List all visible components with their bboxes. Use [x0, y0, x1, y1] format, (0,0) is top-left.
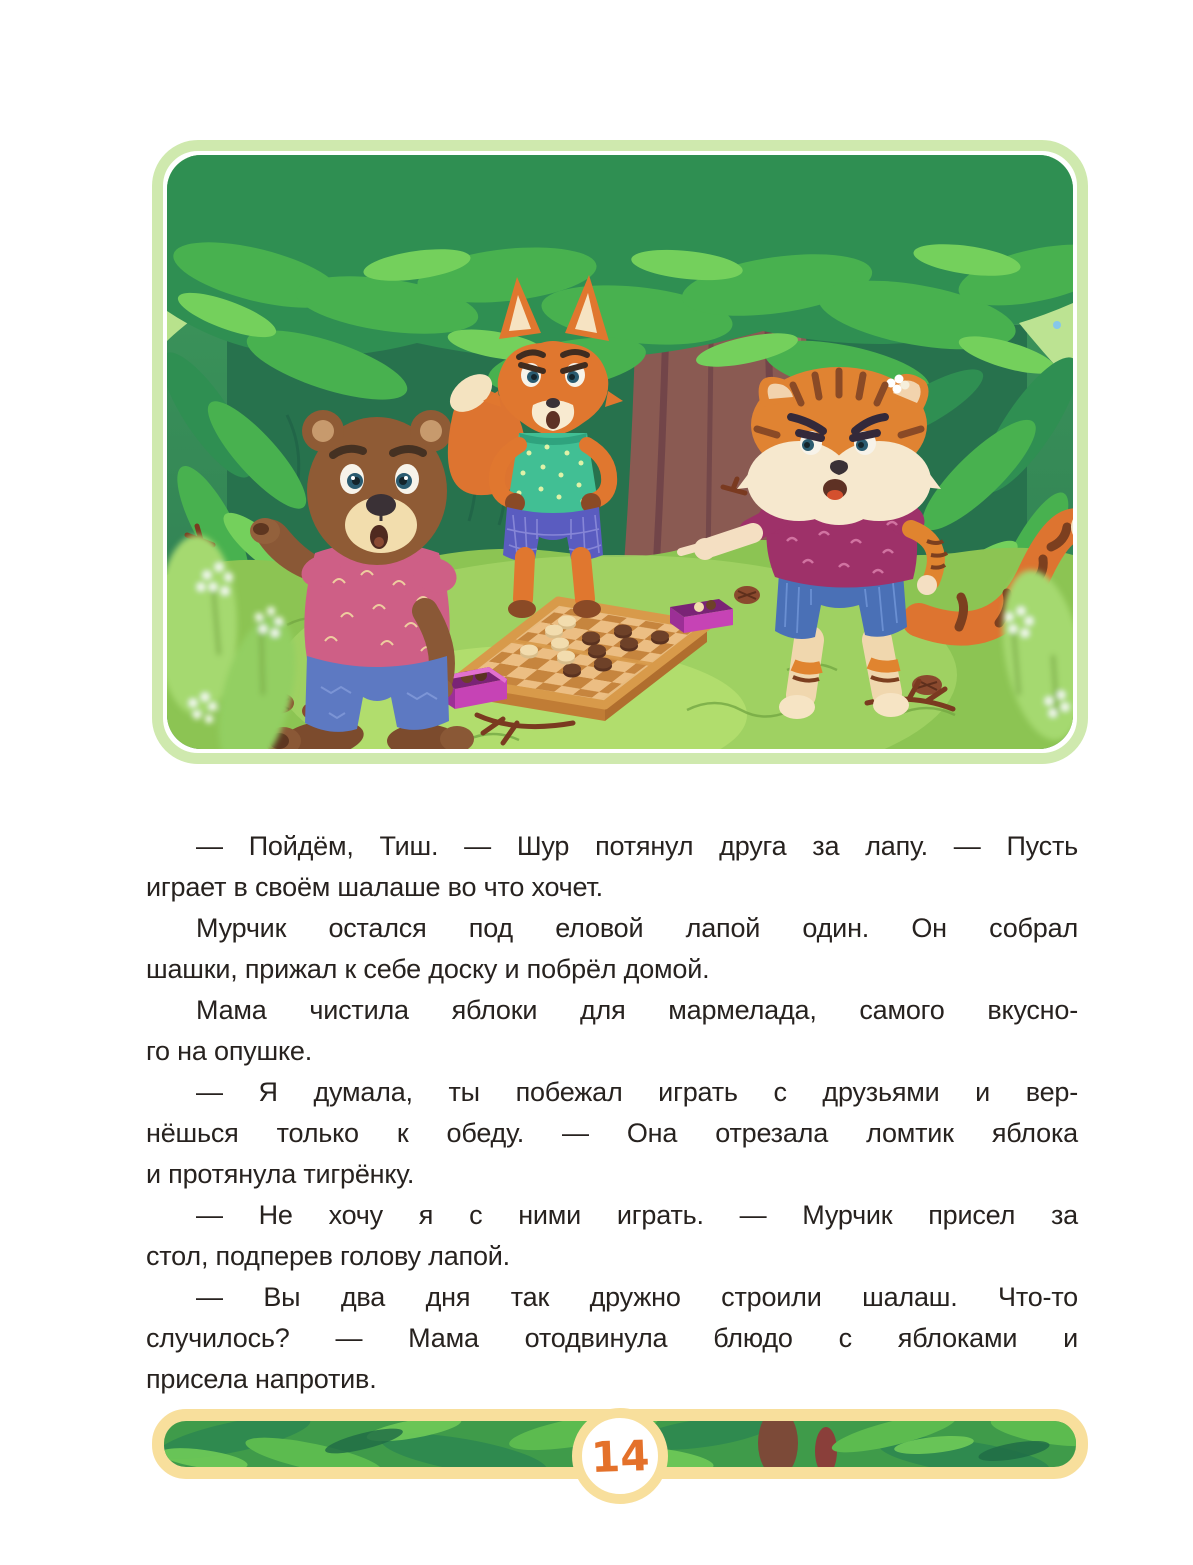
story-line: Мама чистила яблоки для мармелада, самого вкусно- [196, 995, 1078, 1025]
story-line: нёшься только к обеду. — Она отрезала ломтик яблока [146, 1118, 1078, 1148]
story-paragraph [146, 1072, 1078, 1195]
story-line: — Вы два дня так дружно строили шалаш. Что-то [196, 1282, 1078, 1312]
page-number: 14 [589, 1430, 651, 1482]
story [146, 826, 1078, 1400]
story-line: — Не хочу я с ними играть. — Мурчик присел за [196, 1200, 1078, 1230]
illustration-frame [152, 140, 1088, 764]
story-paragraph [146, 908, 1078, 990]
story-line: и протянула тигрёнку. [146, 1159, 415, 1189]
story-line: шашки, прижал к себе доску и побрёл домой. [146, 954, 710, 984]
illustration [167, 155, 1073, 749]
story-paragraph [146, 826, 1078, 908]
story-line: Мурчик остался под еловой лапой один. Он собрал [196, 913, 1078, 943]
story-line: — Пойдём, Тиш. — Шур потянул друга за лапу. — Пусть [196, 831, 1078, 861]
story-line: случилось? — Мама отодвинула блюдо с яблоками и [146, 1323, 1078, 1353]
story-paragraph [146, 990, 1078, 1072]
story-line: присела напротив. [146, 1364, 377, 1394]
story-line: го на опушке. [146, 1036, 313, 1066]
footer-band [152, 1409, 1088, 1482]
story-line: стол, подперев голову лапой. [146, 1241, 510, 1271]
page-number-circle [572, 1408, 668, 1504]
story-paragraph [146, 1277, 1078, 1400]
story-paragraph [146, 1195, 1078, 1277]
story-line: играет в своём шалаше во что хочет. [146, 872, 603, 902]
story-line: — Я думала, ты побежал играть с друзьями и вер- [196, 1077, 1078, 1107]
